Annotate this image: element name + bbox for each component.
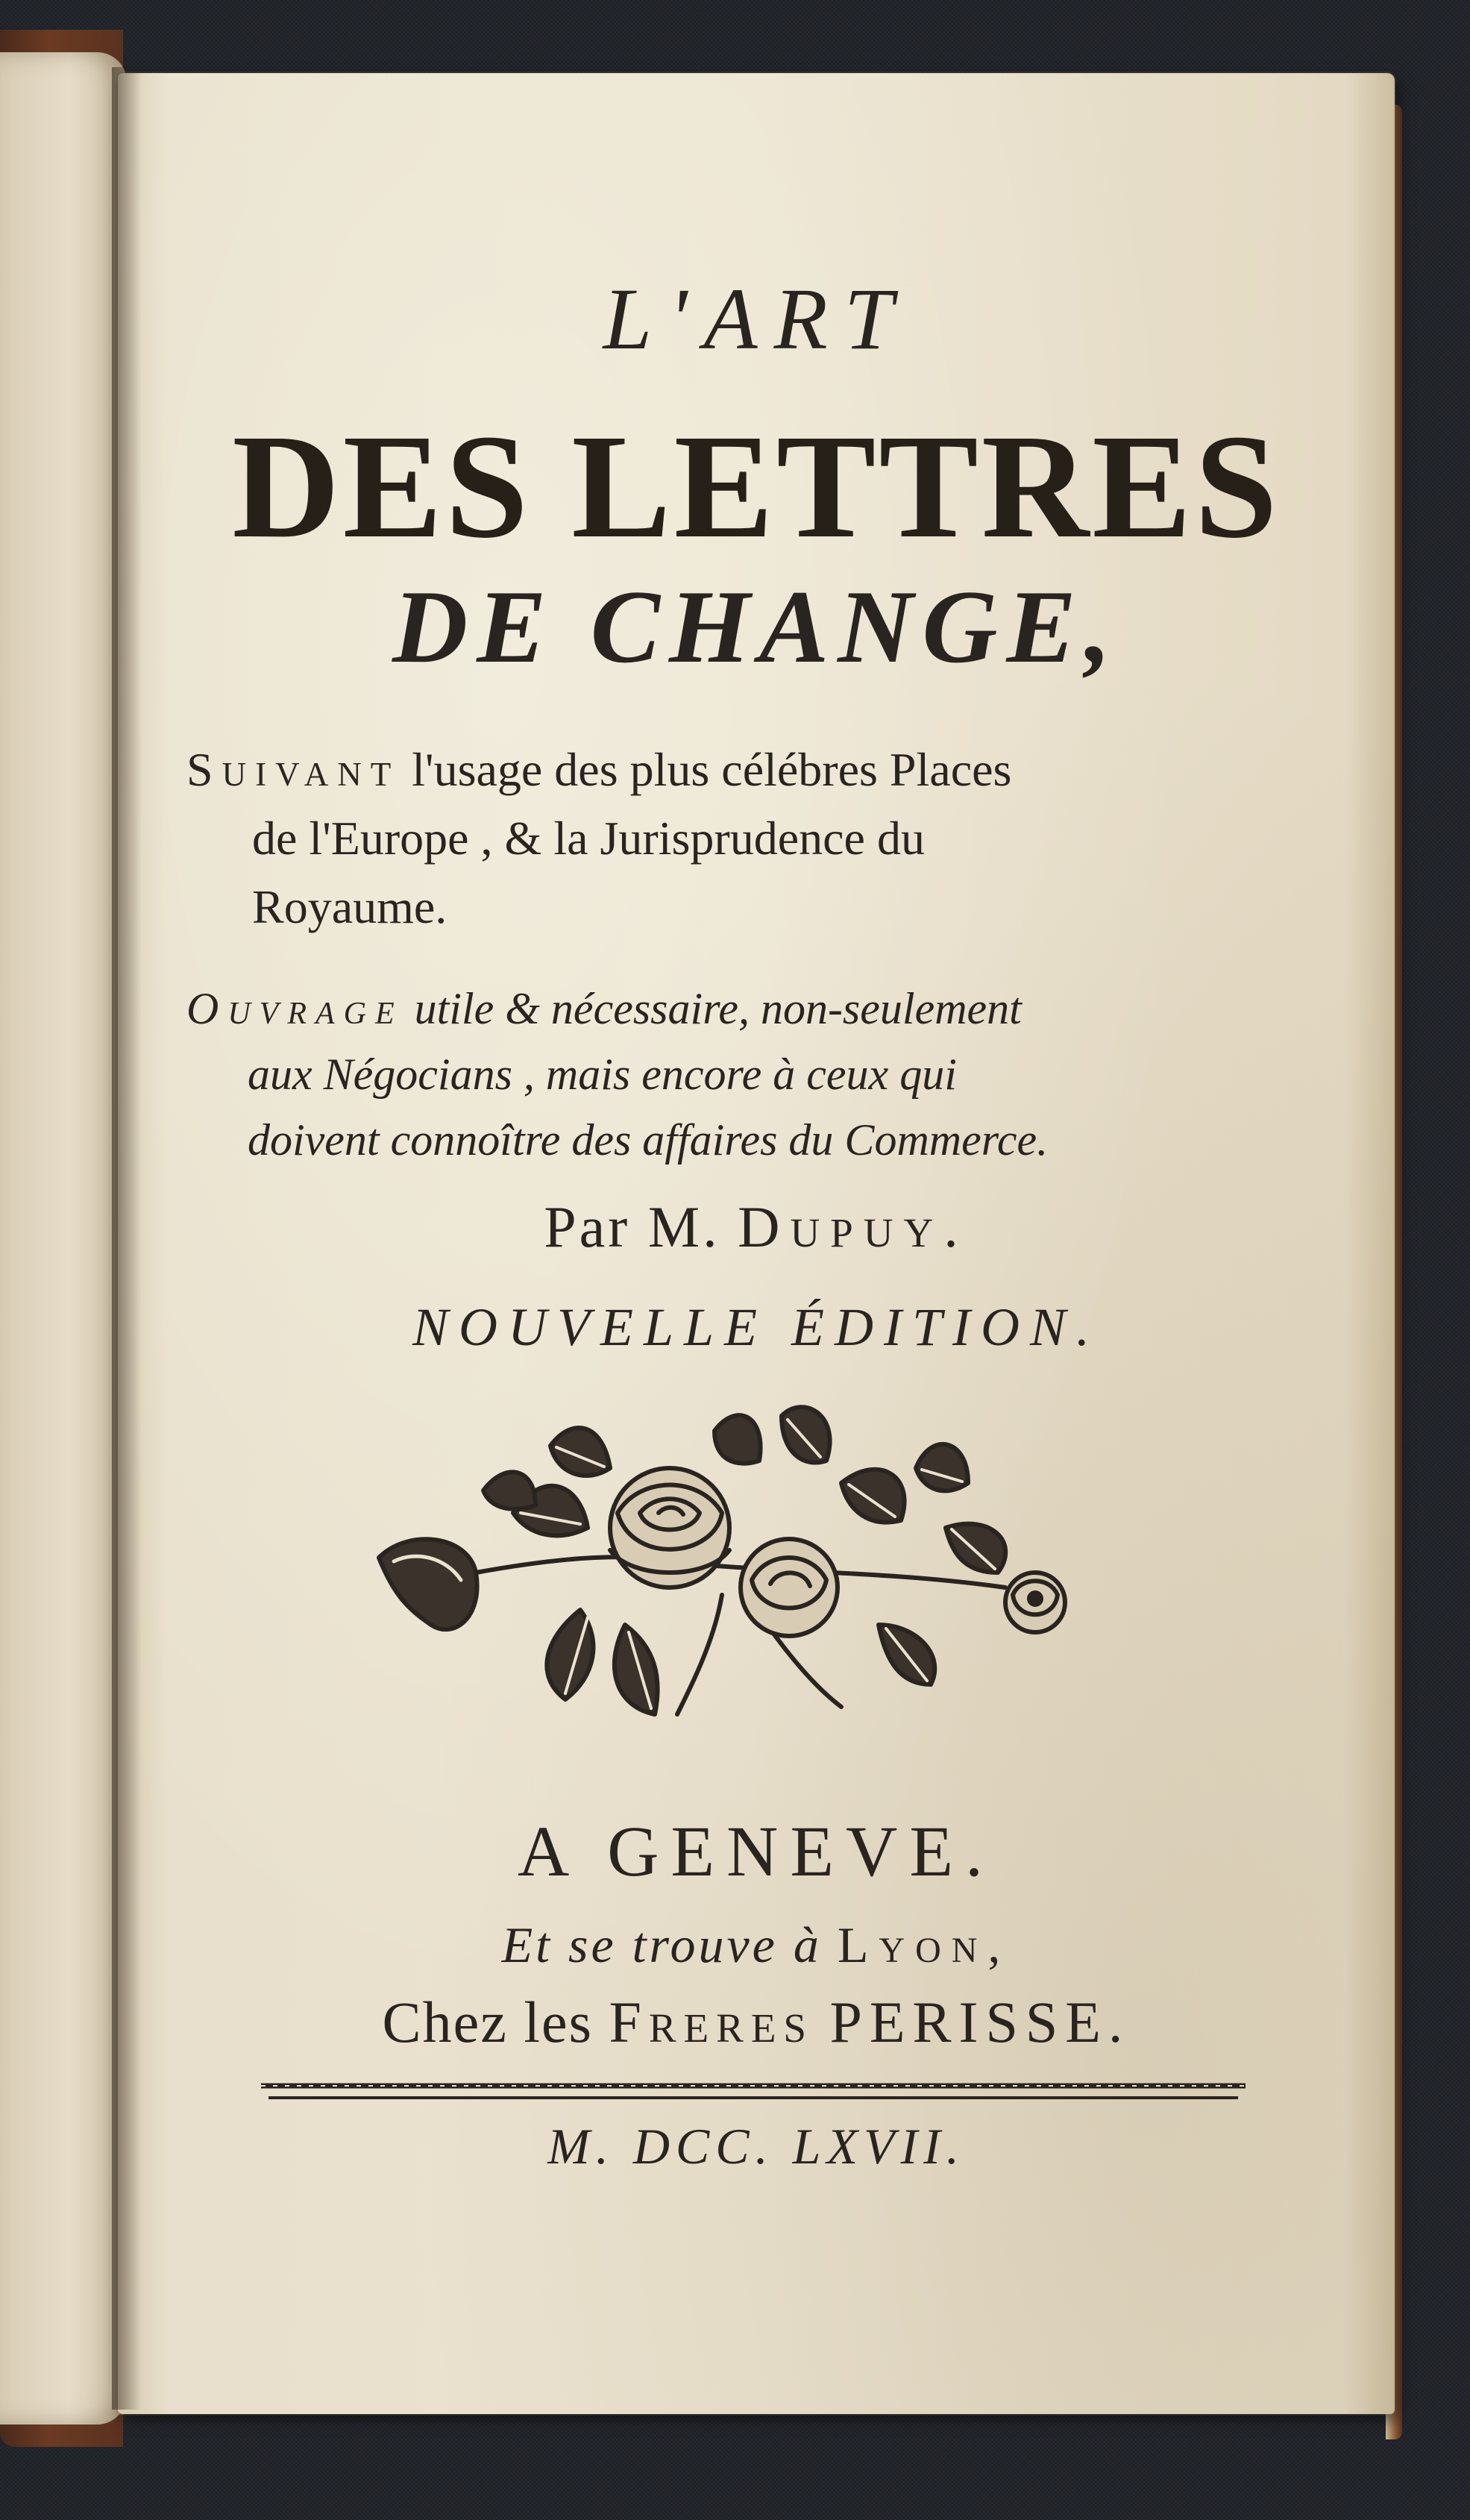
audience-line-1: utile & nécessaire, non-seulement [403, 984, 1022, 1033]
chez-prefix: Chez les [382, 1990, 593, 2054]
description-line-2: de l'Europe , & la Jurisprudence du [252, 812, 925, 865]
description-lead: Suivant [186, 743, 401, 796]
title-line-3: DE CHANGE, [392, 569, 1120, 685]
audience-lead: Ouvrage [186, 984, 403, 1033]
left-page-leaf [0, 52, 127, 2425]
seller-prefix: Et se trouve à [501, 1916, 822, 1973]
imprint-seller-line [118, 1916, 1395, 1975]
author-line [118, 1194, 1395, 1261]
decorative-rule-divider [261, 2080, 1246, 2102]
publication-date: M. DCC. LXVII. [547, 2118, 965, 2175]
author-prefix: Par M. [544, 1194, 720, 1259]
description-line-1: l'usage des plus célébres Places [400, 743, 1012, 796]
title-line-1: L'ART [603, 270, 910, 368]
floral-bouquet-woodcut-icon [364, 1401, 1169, 1789]
edition-line: NOUVELLE ÉDITION. [412, 1297, 1101, 1357]
author-name: Dupuy. [738, 1194, 969, 1259]
imprint-place: A GENEVE. [518, 1811, 995, 1891]
description-paragraph [186, 736, 1320, 941]
audience-line-3: doivent connoître des affaires du Commerce. [248, 1115, 1049, 1165]
freres-label: Freres [609, 1990, 814, 2054]
printer-name: PERISSE. [829, 1990, 1131, 2054]
imprint-printer-line [118, 1989, 1395, 2056]
title-line-2: DES LETTRES [232, 404, 1281, 569]
description-line-3: Royaume. [252, 880, 447, 933]
seller-city: Lyon, [837, 1916, 1011, 1973]
title-page [118, 73, 1395, 2414]
audience-paragraph [186, 976, 1320, 1173]
audience-line-2: aux Négocians , mais encore à ceux qui [248, 1050, 957, 1099]
spine-shadow [112, 67, 142, 2410]
